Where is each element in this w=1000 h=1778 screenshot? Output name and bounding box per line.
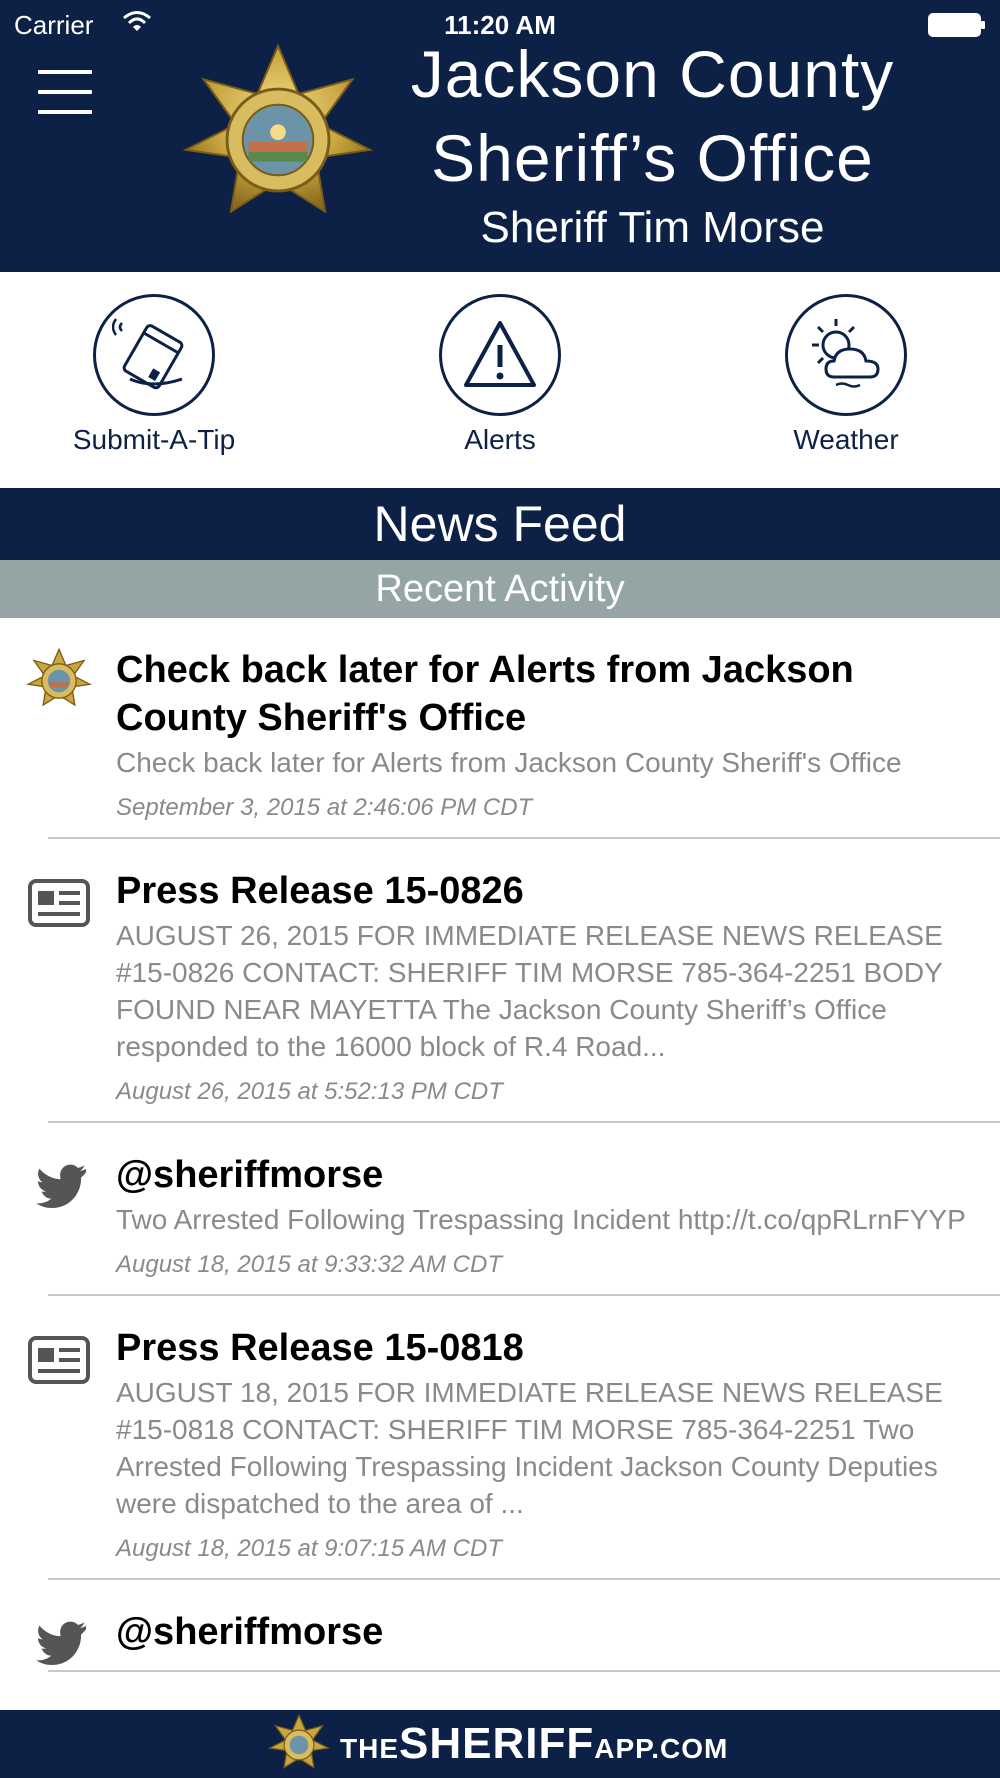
news-feed-header: News Feed — [0, 488, 1000, 560]
feed-item[interactable] — [48, 1296, 1000, 1580]
footer-brand-name: SHERIFF — [399, 1719, 595, 1768]
tip-card-icon — [112, 313, 196, 397]
sheriff-badge-icon — [26, 648, 92, 714]
twitter-bird-icon — [26, 1153, 92, 1219]
weather-button[interactable] — [726, 294, 966, 456]
feed-item-title: @sheriffmorse — [116, 1611, 384, 1653]
title-line-2: Sheriff’s Office — [431, 121, 874, 195]
feed-item-title: Check back later for Alerts from Jackson County Sheriff's Office — [116, 649, 854, 739]
feed-item-title: Press Release 15-0826 — [116, 870, 524, 912]
alerts-label: Alerts — [464, 424, 536, 455]
feed-item-body: AUGUST 18, 2015 FOR IMMEDIATE RELEASE NEWS RELEASE #15-0818 CONTACT: SHERIFF TIM MORSE 785-364-2251 Two Arrested Following Trespassing Incident Jackson County Deputies were dispatched to the area of ... — [116, 1377, 943, 1519]
footer-brand — [340, 1720, 728, 1773]
feed-item-body: AUGUST 26, 2015 FOR IMMEDIATE RELEASE NEWS RELEASE #15-0826 CONTACT: SHERIFF TIM MORSE 785-364-2251 BODY FOUND NEAR MAYETTA The Jackson County Sheriff’s Office responded to the 16000 block of R.4 Road... — [116, 920, 943, 1062]
hamburger-menu-icon[interactable] — [38, 70, 92, 114]
feed-item[interactable] — [48, 1580, 1000, 1672]
battery-icon — [928, 13, 986, 37]
title-line-1: Jackson County — [410, 37, 895, 111]
status-time: 11:20 AM — [444, 10, 556, 40]
sheriff-name: Sheriff Tim Morse — [480, 203, 825, 252]
feed-item-time: August 18, 2015 at 9:07:15 AM CDT — [116, 1535, 503, 1562]
footer-suffix: APP.COM — [594, 1733, 729, 1764]
submit-a-tip-button[interactable] — [34, 294, 274, 456]
tip-circle — [93, 294, 215, 416]
feed-item[interactable] — [48, 1123, 1000, 1296]
feed-item-time: September 3, 2015 at 2:46:06 PM CDT — [116, 794, 533, 821]
weather-icon — [802, 311, 890, 399]
news-feed-list[interactable] — [0, 618, 1000, 1710]
alerts-button[interactable] — [380, 294, 620, 456]
newspaper-icon — [26, 869, 92, 935]
twitter-bird-icon — [26, 1610, 92, 1676]
newspaper-icon — [26, 1326, 92, 1392]
feed-item-title: Press Release 15-0818 — [116, 1327, 524, 1369]
warning-icon — [458, 313, 542, 397]
feed-item-title: @sheriffmorse — [116, 1154, 384, 1196]
footer-star-logo — [264, 1714, 334, 1776]
carrier-label: Carrier — [14, 10, 94, 40]
feed-item-time: August 26, 2015 at 5:52:13 PM CDT — [116, 1078, 503, 1105]
agency-title — [370, 32, 935, 256]
app-header — [0, 0, 1000, 272]
footer-prefix: THE — [340, 1733, 399, 1764]
weather-label: Weather — [793, 424, 899, 455]
feed-item-time: August 18, 2015 at 9:33:32 AM CDT — [116, 1251, 503, 1278]
alerts-circle — [439, 294, 561, 416]
weather-circle — [785, 294, 907, 416]
feed-item[interactable] — [48, 839, 1000, 1123]
feed-item-body: Check back later for Alerts from Jackson County Sheriff's Office — [116, 747, 902, 778]
app-footer[interactable] — [0, 1710, 1000, 1778]
quick-actions — [0, 272, 1000, 488]
sheriff-star-logo — [180, 42, 376, 238]
submit-a-tip-label: Submit-A-Tip — [72, 424, 236, 455]
feed-item-body: Two Arrested Following Trespassing Incident http://t.co/qpRLrnFYYP — [116, 1204, 966, 1235]
recent-activity-header: Recent Activity — [0, 560, 1000, 618]
feed-item[interactable] — [48, 618, 1000, 839]
